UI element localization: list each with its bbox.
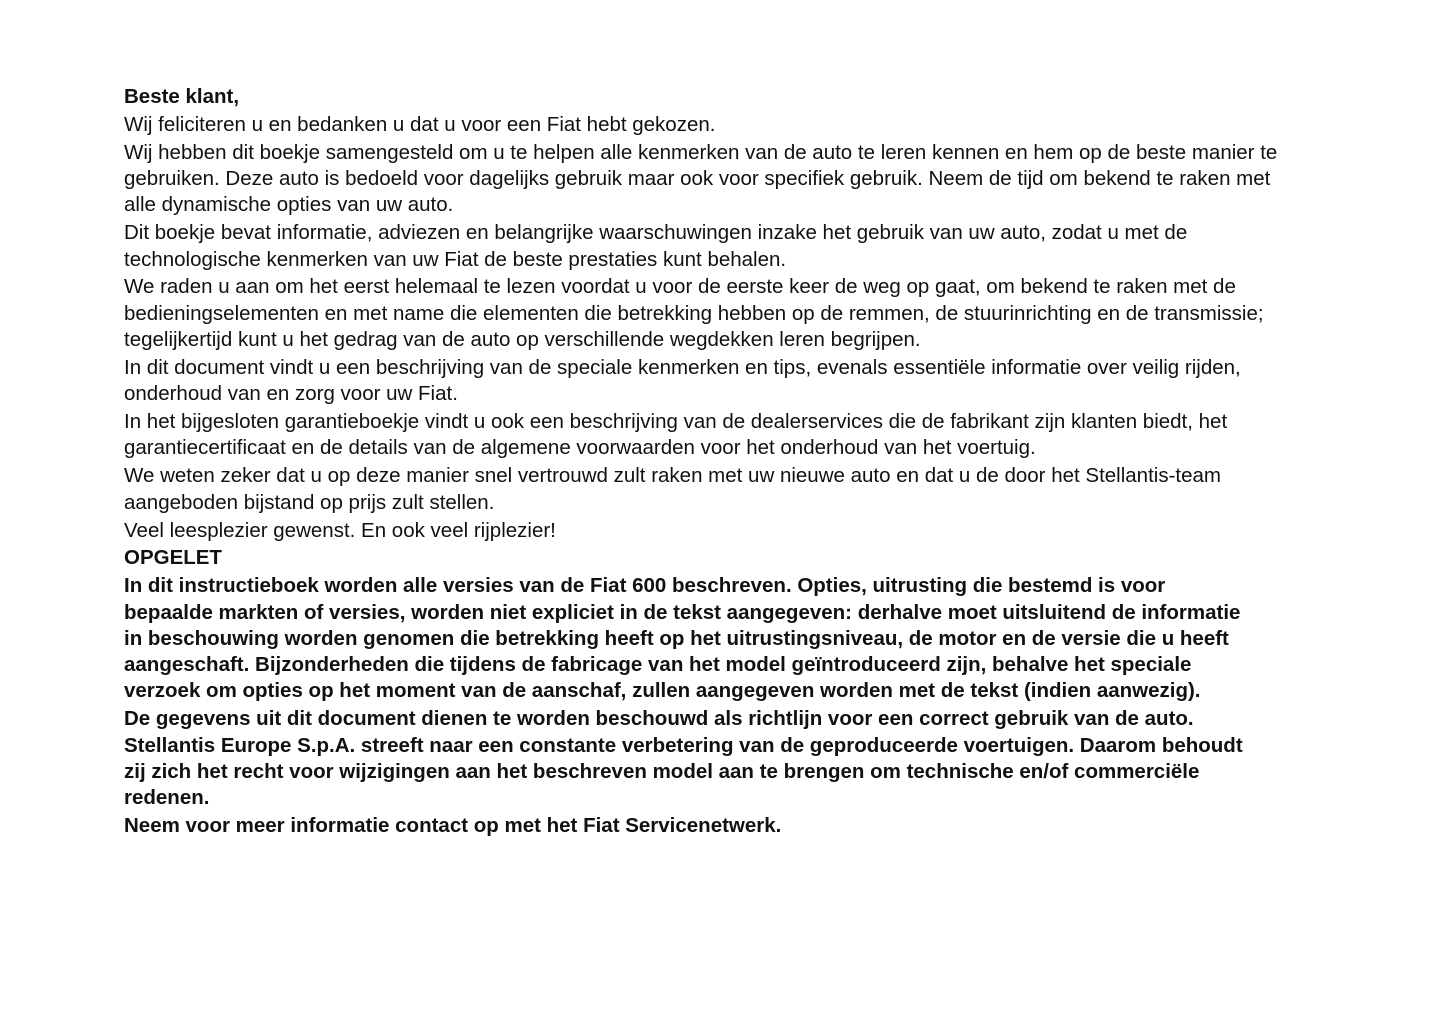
text-line: Dit boekje bevat informatie, adviezen en belangrijke waarschuwingen inzake het gebruik van uw auto, zodat u met de: [124, 221, 1188, 245]
intro-section: [124, 112, 1277, 544]
text-line: tegelijkertijd kunt u het gedrag van de auto op verschillende wegdekken leren begrijpen.: [124, 328, 921, 352]
text-line: We weten zeker dat u op deze manier snel vertrouwd zult raken met uw nieuwe auto en dat u de door het Stellantis-team: [124, 464, 1221, 488]
paragraph: [124, 463, 1277, 516]
text-line: gebruiken. Deze auto is bedoeld voor dagelijks gebruik maar ook voor specifiek gebruik. Neem de tijd om bekend te raken met: [124, 167, 1271, 191]
text-line: In het bijgesloten garantieboekje vindt u ook een beschrijving van de dealerservices die de fabrikant zijn klanten biedt, het: [124, 410, 1228, 434]
greeting: Beste klant,: [124, 85, 240, 108]
text-line: Wij hebben dit boekje samengesteld om u te helpen alle kenmerken van de auto te leren kennen en hem op de beste manier te: [124, 140, 1278, 164]
document-page: [124, 84, 1277, 841]
text-line: onderhoud van en zorg voor uw Fiat.: [124, 382, 458, 406]
text-line: alle dynamische opties van uw auto.: [124, 193, 454, 217]
text-line: aangeboden bijstand op prijs zult stellen.: [124, 490, 495, 514]
warning-paragraph: [124, 573, 1277, 704]
text-line: technologische kenmerken van uw Fiat de beste prestaties kunt behalen.: [124, 247, 787, 271]
paragraph: [124, 409, 1277, 462]
text-line: De gegevens uit dit document dienen te worden beschouwd als richtlijn voor een correct gebruik van de auto.: [124, 707, 1194, 731]
text-line: verzoek om opties op het moment van de aanschaf, zullen aangegeven worden met de tekst (indien aanwezig).: [124, 679, 1201, 703]
warning-title: OPGELET: [124, 546, 222, 570]
text-line: In dit instructieboek worden alle versies van de Fiat 600 beschreven. Opties, uitrusting die bestemd is voor: [124, 574, 1166, 598]
text-line: redenen.: [124, 786, 210, 810]
warning-section: [124, 573, 1277, 839]
text-line: We raden u aan om het eerst helemaal te lezen voordat u voor de eerste keer de weg op gaat, om bekend te raken met de: [124, 275, 1236, 299]
paragraph: [124, 112, 1277, 138]
paragraph: [124, 220, 1277, 273]
text-line: Stellantis Europe S.p.A. streeft naar een constante verbetering van de geproduceerde voertuigen. Daarom behoudt: [124, 733, 1243, 757]
text-line: bepaalde markten of versies, worden niet expliciet in de tekst aangegeven: derhalve moet uitsluitend de informatie: [124, 600, 1241, 624]
text-line: Wij feliciteren u en bedanken u dat u voor een Fiat hebt gekozen.: [124, 112, 716, 136]
text-line: zij zich het recht voor wijzigingen aan het beschreven model aan te brengen om technische en/of commerciële: [124, 759, 1200, 783]
paragraph: [124, 140, 1277, 219]
text-line: aangeschaft. Bijzonderheden die tijdens de fabricage van het model geïntroduceerd zijn, behalve het speciale: [124, 653, 1192, 677]
text-line: bedieningselementen en met name die elementen die betrekking hebben op de remmen, de stuurinrichting en de transmissie;: [124, 301, 1264, 325]
paragraph: [124, 355, 1277, 408]
text-line: Veel leesplezier gewenst. En ook veel rijplezier!: [124, 518, 556, 542]
paragraph: [124, 518, 1277, 544]
paragraph: [124, 274, 1277, 353]
text-line: In dit document vindt u een beschrijving van de speciale kenmerken en tips, evenals essentiële informatie over veilig rijden,: [124, 355, 1241, 379]
text-line: garantiecertificaat en de details van de algemene voorwaarden voor het onderhoud van het voertuig.: [124, 436, 1036, 460]
warning-paragraph: [124, 813, 1277, 839]
text-line: in beschouwing worden genomen die betrekking heeft op het uitrustingsniveau, de motor en de versie die u heeft: [124, 626, 1229, 650]
text-line: Neem voor meer informatie contact op met het Fiat Servicenetwerk.: [124, 814, 782, 838]
warning-paragraph: [124, 706, 1277, 811]
